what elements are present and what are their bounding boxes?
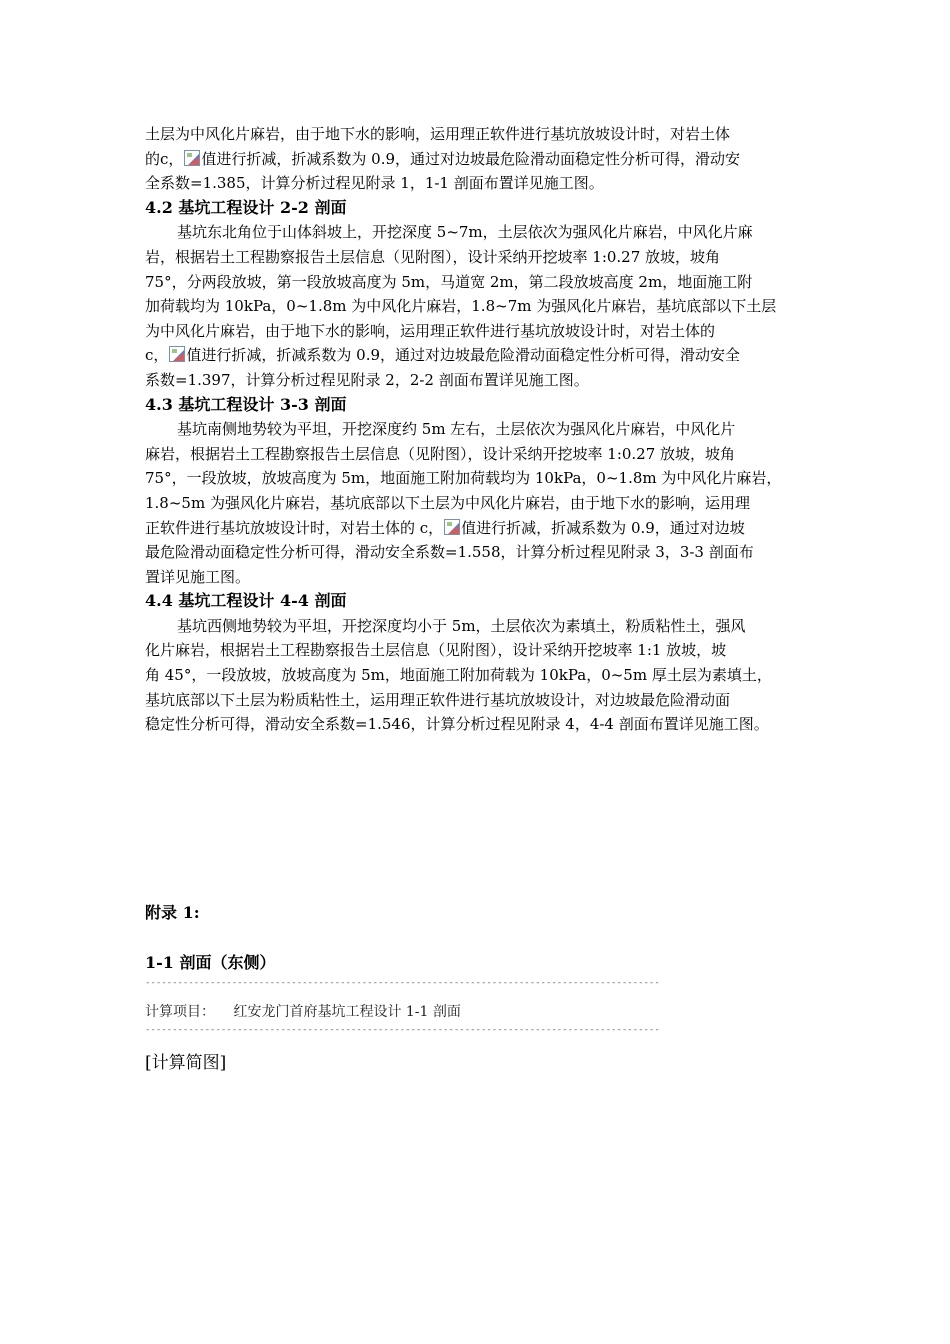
text-line: 最危险滑动面稳定性分析可得，滑动安全系数=1.558，计算分析过程见附录 3，3-3 剖面布 <box>145 543 754 562</box>
text-line: 置详见施工图。 <box>145 567 251 586</box>
dash-separator: ----------------------------------------------------------------------------------------------- <box>145 978 660 988</box>
broken-image-icon <box>184 150 200 166</box>
dash-line-bottom <box>145 1025 785 1035</box>
section-paragraph <box>145 614 825 737</box>
text-line: 75°，一段放坡，放坡高度为 5m，地面施工附加荷载均为 10kPa，0~1.8m 为中风化片麻岩， <box>145 469 782 488</box>
text-line: 角 45°，一段放坡，放坡高度为 5m，地面施工附加荷载为 10kPa，0~5m 厚土层为素填土， <box>145 666 772 685</box>
intro-paragraph <box>145 122 825 196</box>
text-line: 系数=1.397，计算分析过程见附录 2，2-2 剖面布置详见施工图。 <box>145 370 589 389</box>
diagram-label-row <box>145 1048 785 1073</box>
text-line: 全系数=1.385，计算分析过程见附录 1，1-1 剖面布置详见施工图。 <box>145 174 604 193</box>
section-heading: 4.4 基坑工程设计 4-4 剖面 <box>145 591 347 611</box>
appendix-heading: 附录 1: <box>145 903 200 922</box>
text-line: 稳定性分析可得，滑动安全系数=1.546，计算分析过程见附录 4，4-4 剖面布置详见施工图。 <box>145 715 769 734</box>
text-line: 加荷载均为 10kPa，0~1.8m 为中风化片麻岩，1.8~7m 为强风化片麻岩，基坑底部以下土层 <box>145 297 777 316</box>
broken-image-icon <box>169 346 185 362</box>
text-line: 基坑西侧地势较为平坦，开挖深度均小于 5m，土层依次为素填土，粉质粘性土，强风 <box>177 616 746 635</box>
text-line: 为中风化片麻岩，由于地下水的影响，运用理正软件进行基坑放坡设计时，对岩土体的 <box>145 321 716 340</box>
text-line: 麻岩，根据岩土工程勘察报告土层信息（见附图），设计采纳开挖坡率 1:0.27 放坡，坡角 <box>145 444 736 463</box>
section-heading: 4.3 基坑工程设计 3-3 剖面 <box>145 394 347 414</box>
diagram-label: [计算简图] <box>145 1053 227 1073</box>
appendix-subtitle <box>145 950 785 973</box>
section-heading: 4.2 基坑工程设计 2-2 剖面 <box>145 197 347 217</box>
text-line: 基坑南侧地势较为平坦，开挖深度约 5m 左右，土层依次为强风化片麻岩，中风化片 <box>177 420 736 439</box>
section-subtitle: 1-1 剖面（东侧） <box>145 953 276 972</box>
text-line: 1.8~5m 为强风化片麻岩，基坑底部以下土层为中风化片麻岩，由于地下水的影响，运用理 <box>145 493 750 512</box>
section-paragraph <box>145 417 825 589</box>
text-line: 的c， 值进行折减，折减系数为 0.9，通过对边坡最危险滑动面稳定性分析可得，滑动安 <box>145 149 741 168</box>
text-line: 岩，根据岩土工程勘察报告土层信息（见附图），设计采纳开挖坡率 1:0.27 放坡，坡角 <box>145 247 721 266</box>
text-line: c， 值进行折减，折减系数为 0.9，通过对边坡最危险滑动面稳定性分析可得，滑动安全 <box>145 346 741 365</box>
text-line: 化片麻岩，根据岩土工程勘察报告土层信息（见附图），设计采纳开挖坡率 1:1 放坡，坡 <box>145 641 727 660</box>
text-line: 土层为中风化片麻岩，由于地下水的影响，运用理正软件进行基坑放坡设计时，对岩土体 <box>145 125 731 143</box>
section-paragraph <box>145 220 825 392</box>
sections-container <box>145 196 825 737</box>
broken-image-icon <box>444 519 460 535</box>
project-label: 计算项目： <box>145 1004 215 1020</box>
document-body <box>145 122 825 737</box>
appendix-title <box>145 900 785 923</box>
project-name: 红安龙门首府基坑工程设计 1-1 剖面 <box>233 1004 461 1020</box>
text-line: 基坑底部以下土层为粉质粘性土，运用理正软件进行基坑放坡设计，对边坡最危险滑动面 <box>145 690 731 709</box>
text-line: 基坑东北角位于山体斜坡上，开挖深度 5~7m，土层依次为强风化片麻岩，中风化片麻 <box>177 223 753 242</box>
dash-separator: ----------------------------------------------------------------------------------------------- <box>145 1025 660 1035</box>
text-line: 正软件进行基坑放坡设计时，对岩土体的 c， 值进行折减，折减系数为 0.9，通过对边坡 <box>145 518 745 537</box>
text-line: 75°，分两段放坡，第一段放坡高度为 5m，马道宽 2m，第二段放坡高度 2m，地面施工附 <box>145 272 753 291</box>
calc-project-row <box>145 1001 785 1021</box>
dash-line-top <box>145 978 785 988</box>
